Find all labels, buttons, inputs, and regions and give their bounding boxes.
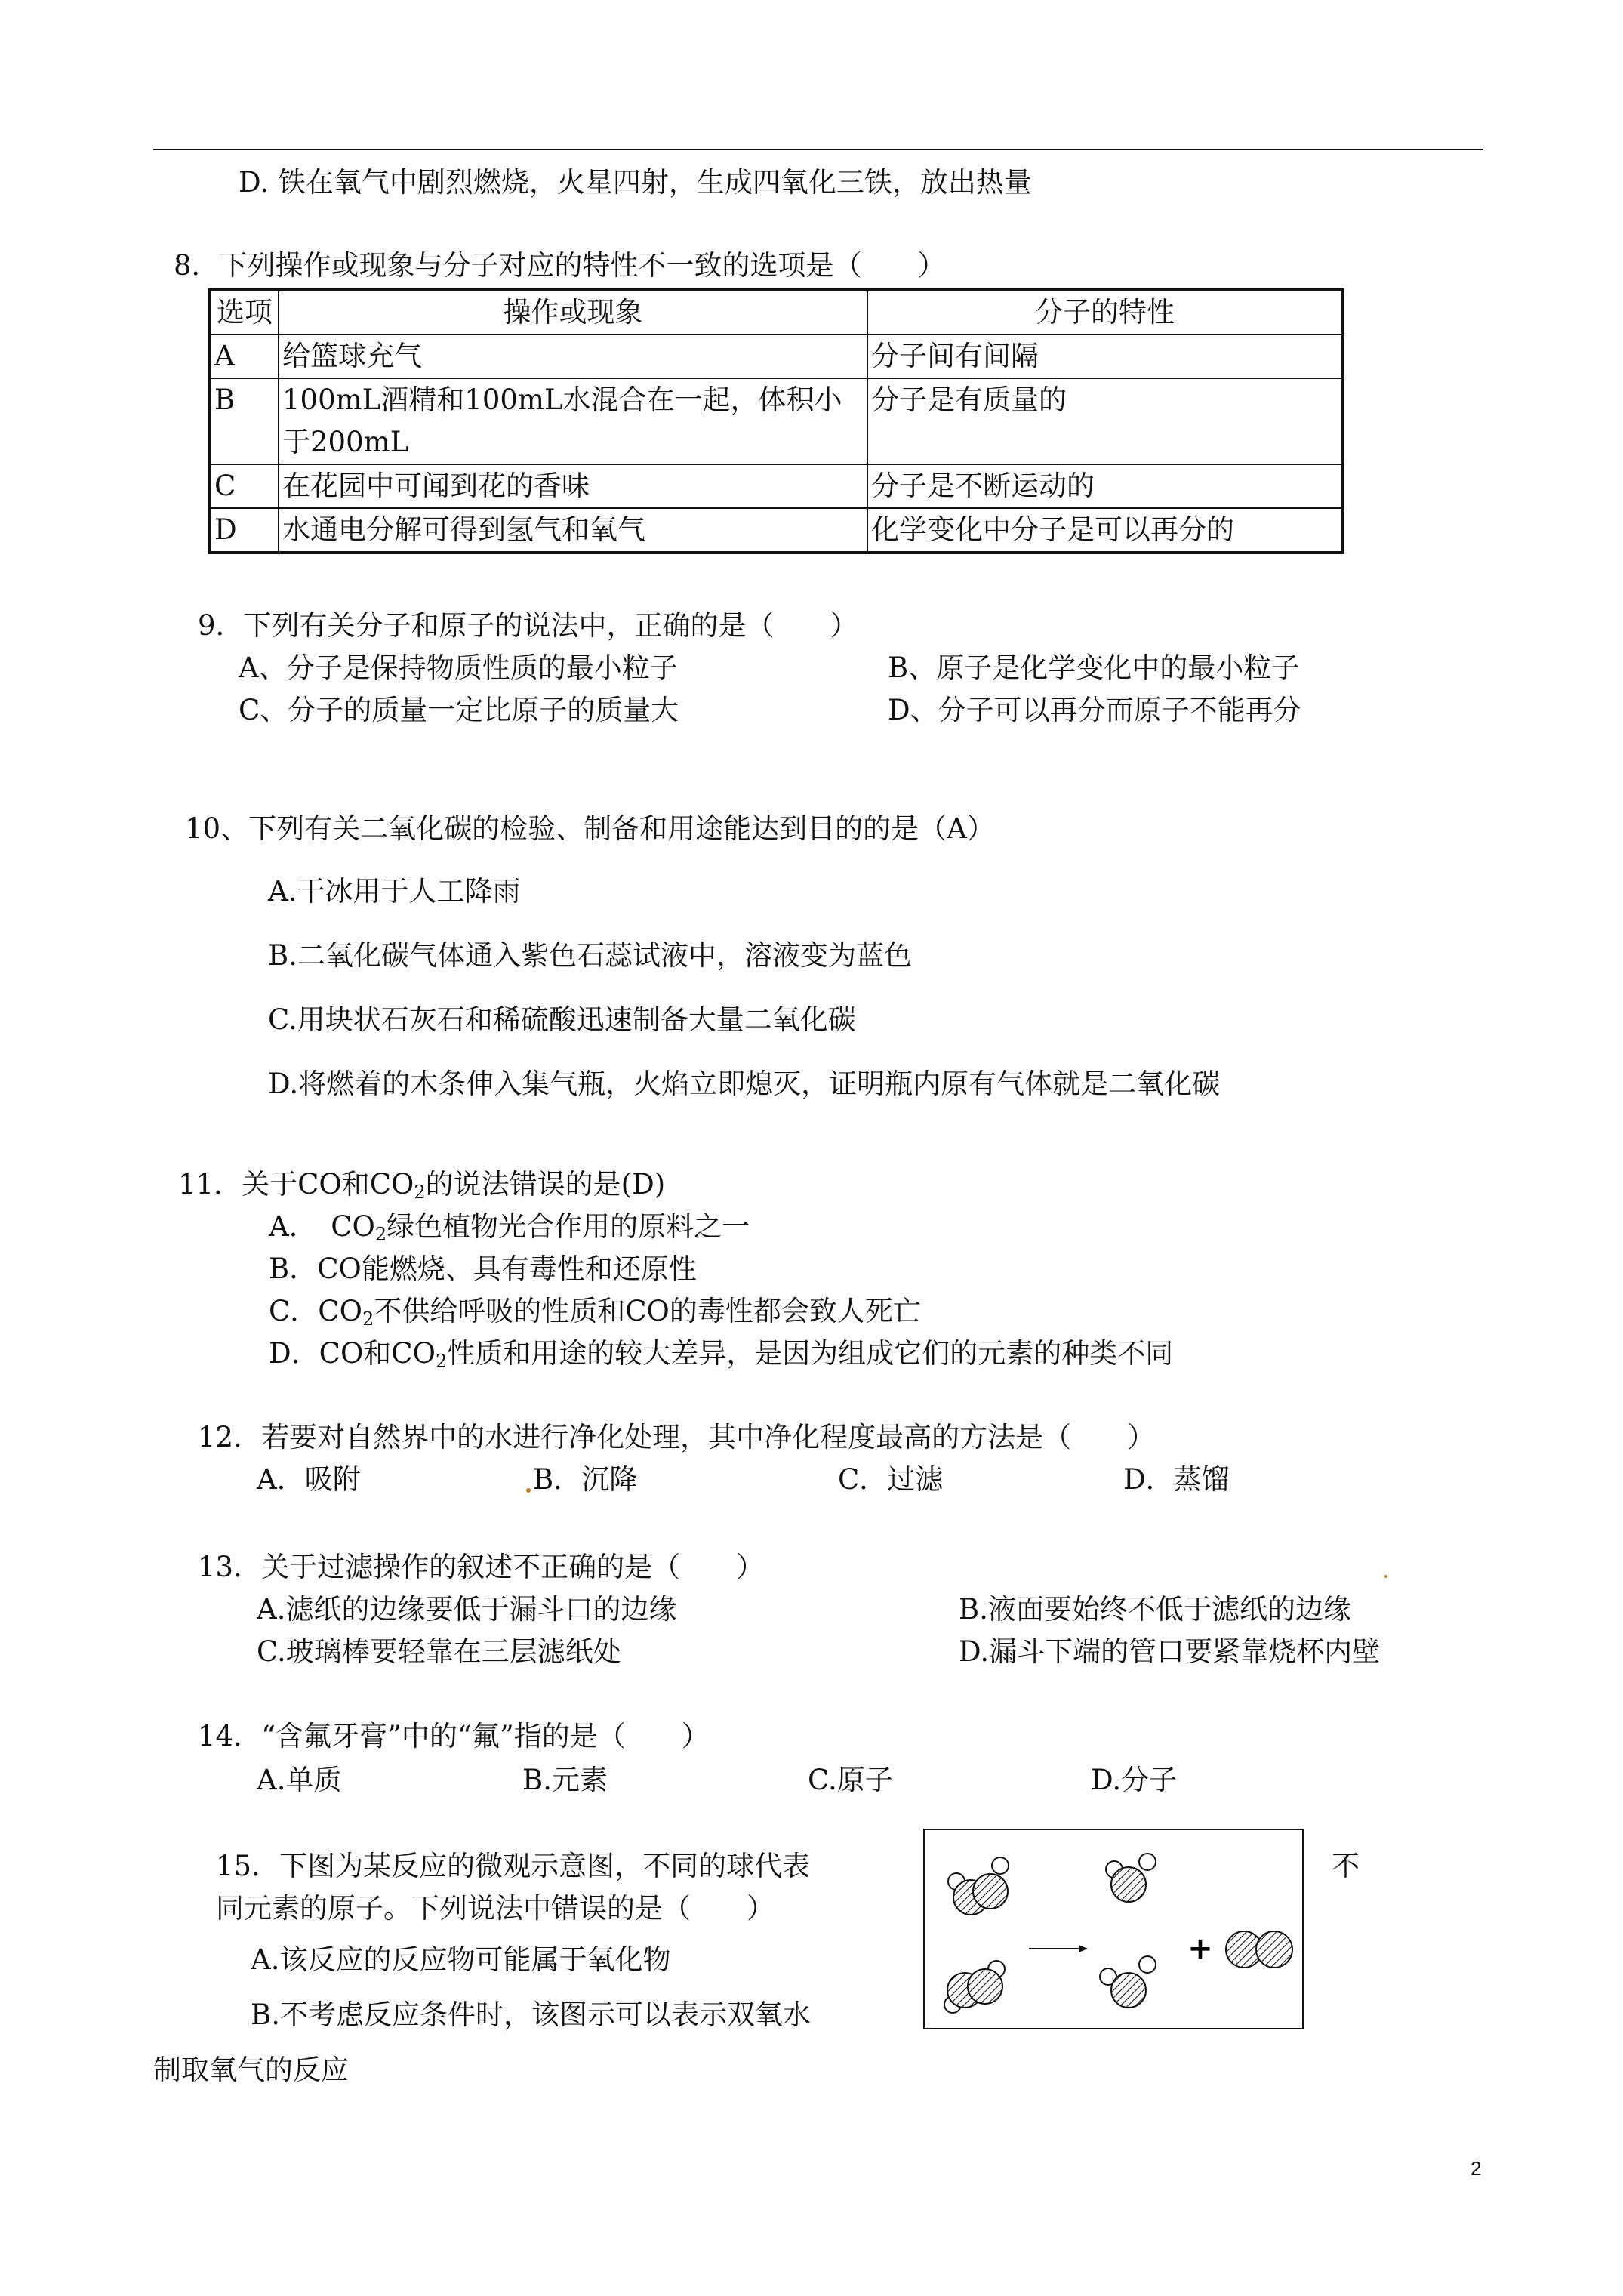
q7-option-d: D. 铁在氧气中剧烈燃烧，火星四射，生成四氧化三铁，放出热量 <box>239 166 1032 199</box>
q12-option-d: D．蒸馏 <box>1123 1463 1230 1496</box>
reaction-diagram <box>923 1829 1304 2029</box>
table-header-cell: 操作或现象 <box>279 290 867 334</box>
table-cell: 分子是有质量的 <box>867 378 1343 464</box>
q11-option-a-text-end: 绿色植物光合作用的原料之一 <box>387 1210 750 1243</box>
q9-option-d: D、分子可以再分而原子不能再分 <box>888 694 1301 726</box>
table-cell: B <box>210 378 279 464</box>
q11-option-c-subscript: 2 <box>362 1308 374 1330</box>
header-rule <box>153 149 1483 150</box>
q11-option-c-text: C．CO <box>269 1295 362 1327</box>
q13-stem: 13．关于过滤操作的叙述不正确的是（ ） <box>198 1551 765 1583</box>
q10-option-b: B.二氧化碳气体通入紫色石蕊试液中，溶液变为蓝色 <box>268 939 912 972</box>
q10-option-c: C.用块状石灰石和稀硫酸迅速制备大量二氧化碳 <box>268 1003 856 1036</box>
q15-option-b-continued: 制取氧气的反应 <box>153 2054 349 2086</box>
table-cell: 化学变化中分子是可以再分的 <box>867 508 1343 553</box>
q13-option-a: A.滤纸的边缘要低于漏斗口的边缘 <box>257 1593 677 1626</box>
q12-option-a: A．吸附 <box>257 1463 361 1496</box>
table-header-cell: 选项 <box>210 290 279 334</box>
table-row <box>210 464 1343 508</box>
q8-table <box>208 288 1344 554</box>
table-cell: C <box>210 464 279 508</box>
q13-option-d: D.漏斗下端的管口要紧靠烧杯内壁 <box>959 1635 1381 1668</box>
q9-option-b: B、原子是化学变化中的最小粒子 <box>888 652 1300 684</box>
q15-stem-line1-end: 不 <box>1332 1850 1360 1882</box>
q15-option-b: B.不考虑反应条件时，该图示可以表示双氧水 <box>251 1999 811 2031</box>
q15-stem-line1: 15．下图为某反应的微观示意图，不同的球代表 <box>216 1850 811 1882</box>
q14-option-b: B.元素 <box>522 1764 608 1796</box>
table-cell: 100mL酒精和100mL水混合在一起，体积小于200mL <box>279 378 867 464</box>
q11-stem-text-end: 的说法错误的是(D) <box>425 1168 666 1200</box>
q10-option-d: D.将燃着的木条伸入集气瓶，火焰立即熄灭，证明瓶内原有气体就是二氧化碳 <box>268 1068 1221 1100</box>
table-header-cell: 分子的特性 <box>867 290 1343 334</box>
q14-option-c: C.原子 <box>808 1764 893 1796</box>
q13-option-b: B.液面要始终不低于滤纸的边缘 <box>959 1593 1351 1626</box>
q15-stem-line2: 同元素的原子。下列说法中错误的是（ ） <box>216 1892 775 1925</box>
plus-sign: + <box>1187 1931 1213 1966</box>
q14-option-d: D.分子 <box>1091 1764 1178 1796</box>
q15-option-a: A.该反应的反应物可能属于氧化物 <box>251 1943 671 1976</box>
table-cell: A <box>210 334 279 378</box>
q11-option-d-text: D．CO和CO <box>269 1337 436 1370</box>
q11-option-a <box>269 1206 750 1248</box>
q13-option-c: C.玻璃棒要轻靠在三层滤纸处 <box>257 1635 621 1668</box>
q11-stem-subscript: 2 <box>414 1182 426 1203</box>
q12-option-c: C．过滤 <box>838 1463 944 1496</box>
table-cell: 给篮球充气 <box>279 334 867 378</box>
q11-option-c-text-end: 不供给呼吸的性质和CO的毒性都会致人死亡 <box>374 1295 921 1327</box>
q14-stem: 14．“含氟牙膏”中的“氟”指的是（ ） <box>198 1720 710 1752</box>
table-cell: 水通电分解可得到氢气和氧气 <box>279 508 867 553</box>
orange-dot-mark <box>1384 1575 1387 1578</box>
q11-option-d <box>269 1333 1173 1375</box>
q10-option-a: A.干冰用于人工降雨 <box>268 875 521 908</box>
table-cell: D <box>210 508 279 553</box>
page-number: 2 <box>1471 2157 1482 2180</box>
table-row <box>210 334 1343 378</box>
q9-stem: 9．下列有关分子和原子的说法中，正确的是（ ） <box>198 609 858 642</box>
q11-option-b: B．CO能燃烧、具有毒性和还原性 <box>269 1253 697 1285</box>
table-cell: 分子间有间隔 <box>867 334 1343 378</box>
table-cell: 在花园中可闻到花的香味 <box>279 464 867 508</box>
table-row <box>210 508 1343 553</box>
table-header-row <box>210 290 1343 334</box>
table-row <box>210 378 1343 464</box>
q8-stem: 8．下列操作或现象与分子对应的特性不一致的选项是（ ） <box>174 249 946 282</box>
table-cell: 分子是不断运动的 <box>867 464 1343 508</box>
q11-option-d-subscript: 2 <box>435 1351 448 1372</box>
q11-stem <box>178 1163 665 1206</box>
q11-option-d-text-end: 性质和用途的较大差异，是因为组成它们的元素的种类不同 <box>447 1337 1174 1370</box>
q11-option-a-text: A． CO <box>269 1210 375 1243</box>
q11-stem-text: 11．关于CO和CO <box>178 1168 414 1200</box>
q14-option-a: A.单质 <box>257 1764 342 1796</box>
q11-option-c <box>269 1290 921 1333</box>
q9-option-c: C、分子的质量一定比原子的质量大 <box>239 694 679 726</box>
orange-dot-mark <box>526 1488 531 1493</box>
q11-option-a-subscript: 2 <box>374 1224 387 1245</box>
q10-stem: 10、下列有关二氧化碳的检验、制备和用途能达到目的的是（A） <box>185 812 995 845</box>
q12-option-b: B．沉降 <box>533 1463 638 1496</box>
q9-option-a: A、分子是保持物质性质的最小粒子 <box>239 652 678 684</box>
q12-stem: 12．若要对自然界中的水进行净化处理，其中净化程度最高的方法是（ ） <box>198 1421 1156 1453</box>
